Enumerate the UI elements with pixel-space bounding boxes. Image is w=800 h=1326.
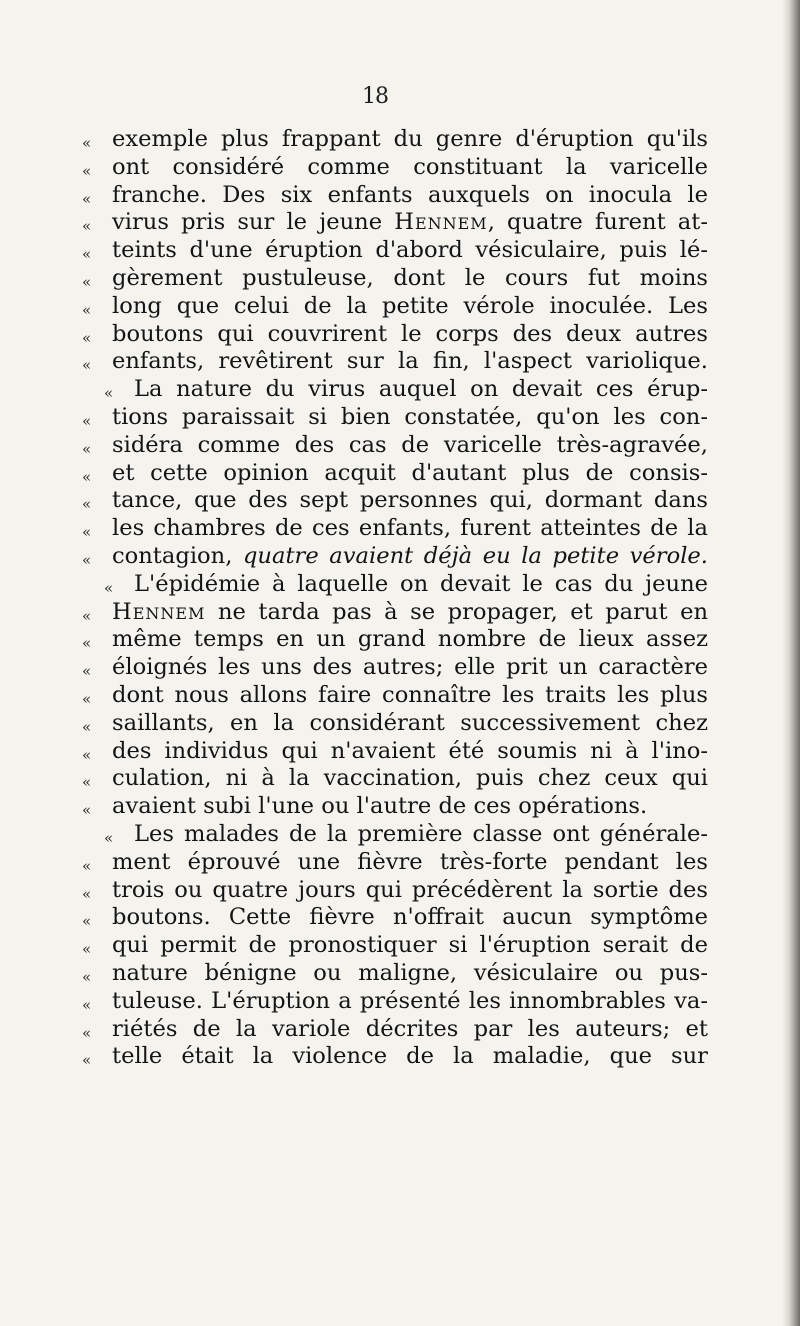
quote-mark: «	[82, 523, 92, 542]
quote-mark: «	[82, 1051, 92, 1070]
line-text: ne tarda pas à se propager, et parut en	[205, 598, 708, 625]
line-text: des individus qui n'avaient été soumis ni à l'ino-	[112, 737, 708, 764]
text-line	[82, 765, 708, 793]
text-line	[82, 598, 708, 627]
line-text: gèrement pustuleuse, dont le cours fut moins	[112, 264, 708, 291]
quote-mark: «	[82, 161, 92, 180]
text-line	[82, 1043, 708, 1071]
text-line	[82, 932, 708, 960]
text-line	[104, 376, 708, 404]
quote-mark: «	[82, 467, 92, 486]
text-line	[82, 320, 708, 349]
line-text: long que celui de la petite vérole inoculée. Les	[112, 292, 708, 319]
line-text: nature bénigne ou maligne, vésiculaire ou pus-	[112, 959, 708, 986]
line-text: franche. Des six enfants auxquels on inocula le	[112, 181, 708, 208]
text-line	[82, 487, 708, 515]
quote-mark: «	[82, 356, 92, 375]
text-line	[82, 292, 708, 321]
line-text: dont nous allons faire connaître les traits les plus	[112, 681, 708, 708]
line-text: éloignés les uns des autres; elle prit un caractère	[112, 654, 708, 681]
text-line	[82, 126, 708, 154]
quote-mark: «	[82, 717, 92, 736]
italic-text: quatre avaient déjà eu la petite vérole.	[242, 542, 708, 569]
text-line	[82, 181, 708, 210]
text-line	[82, 848, 708, 877]
text-line	[82, 431, 708, 460]
quote-mark: «	[82, 439, 92, 458]
quote-mark: «	[82, 662, 92, 681]
text-line	[82, 209, 708, 237]
quote-mark: «	[82, 300, 92, 319]
line-text: et cette opinion acquit d'autant plus de consis-	[112, 459, 708, 486]
quote-mark: «	[82, 217, 92, 236]
text-line	[82, 987, 708, 1016]
quote-mark: «	[82, 1023, 92, 1042]
quote-mark: «	[82, 634, 92, 653]
text-line	[82, 904, 708, 932]
text-line	[82, 153, 708, 182]
text-line	[82, 654, 708, 682]
text-line	[82, 681, 708, 710]
quote-mark: «	[82, 606, 92, 625]
text-line	[104, 570, 708, 599]
line-text: Les malades de la première classe ont générale-	[134, 820, 708, 847]
line-text: boutons. Cette fièvre n'offrait aucun symptôme	[112, 904, 708, 931]
line-text: culation, ni à la vaccination, puis chez ceux qui	[112, 765, 708, 792]
quote-mark: «	[82, 856, 92, 875]
line-text: les chambres de ces enfants, furent atteintes de la	[112, 515, 708, 542]
text-line	[82, 876, 708, 905]
line-text: riétés de la variole décrites par les auteurs; et	[112, 1015, 708, 1042]
text-line	[82, 959, 708, 988]
proper-name: Hennem	[394, 209, 488, 236]
line-text: sidéra comme des cas de varicelle très-agravée,	[112, 431, 708, 458]
quote-mark: «	[82, 912, 92, 931]
body-text	[82, 126, 708, 1071]
line-text: L'épidémie à laquelle on devait le cas du jeune	[134, 570, 708, 597]
line-text: tions paraissait si bien constatée, qu'on les con-	[112, 403, 708, 430]
text-line	[82, 264, 708, 293]
quote-mark: «	[82, 189, 92, 208]
quote-mark: «	[82, 328, 92, 347]
text-line	[82, 237, 708, 265]
text-line	[82, 348, 708, 376]
line-text: tance, que des sept personnes qui, dormant dans	[112, 487, 708, 514]
line-text: telle était la violence de la maladie, que sur	[112, 1043, 708, 1070]
text-line	[82, 459, 708, 488]
line-text: trois ou quatre jours qui précédèrent la sortie des	[112, 876, 708, 903]
quote-mark: «	[82, 245, 92, 264]
quote-mark: «	[82, 995, 92, 1014]
line-text: boutons qui couvrirent le corps des deux autres	[112, 320, 708, 347]
quote-mark: «	[82, 745, 92, 764]
text-line	[82, 403, 708, 432]
line-text: saillants, en la considérant successivement chez	[112, 709, 708, 736]
text-line	[82, 1015, 708, 1044]
quote-mark: «	[82, 967, 92, 986]
quote-mark: «	[82, 689, 92, 708]
quote-mark: «	[104, 384, 114, 403]
quote-mark: «	[82, 411, 92, 430]
line-text: ment éprouvé une fièvre très-forte pendant les	[112, 848, 708, 875]
line-text: ont considéré comme constituant la varicelle	[112, 153, 708, 180]
line-text: enfants, revêtirent sur la fin, l'aspect variolique.	[112, 348, 708, 375]
line-text: contagion,	[112, 542, 243, 569]
quote-mark: «	[82, 773, 92, 792]
text-line	[104, 820, 708, 849]
line-text: qui permit de pronostiquer si l'éruption serait de	[112, 932, 708, 959]
line-text: avaient subi l'une ou l'autre de ces opérations.	[112, 793, 648, 820]
text-line	[82, 709, 708, 738]
quote-mark: «	[82, 801, 92, 820]
quote-mark: «	[82, 134, 92, 152]
proper-name: Hennem	[112, 598, 206, 625]
text-line	[82, 542, 708, 571]
text-line	[82, 626, 708, 654]
line-text: teints d'une éruption d'abord vésiculaire, puis lé-	[112, 237, 708, 264]
line-text: virus pris sur le jeune	[112, 209, 395, 236]
text-line	[82, 793, 708, 821]
page-edge-shadow	[782, 0, 800, 1326]
quote-mark: «	[104, 828, 114, 847]
quote-mark: «	[104, 578, 114, 597]
line-text: même temps en un grand nombre de lieux assez	[112, 626, 708, 653]
line-text: tuleuse. L'éruption a présenté les innombrables va-	[112, 987, 708, 1014]
quote-mark: «	[82, 272, 92, 291]
line-text: , quatre furent at-	[487, 209, 708, 236]
quote-mark: «	[82, 940, 92, 959]
text-line	[82, 515, 708, 543]
line-text: exemple plus frappant du genre d'éruption qu'ils	[112, 126, 708, 152]
text-line	[82, 737, 708, 766]
quote-mark: «	[82, 495, 92, 514]
quote-mark: «	[82, 884, 92, 903]
line-text: La nature du virus auquel on devait ces érup-	[134, 376, 708, 403]
quote-mark: «	[82, 550, 92, 569]
page-number: 18	[362, 84, 388, 109]
